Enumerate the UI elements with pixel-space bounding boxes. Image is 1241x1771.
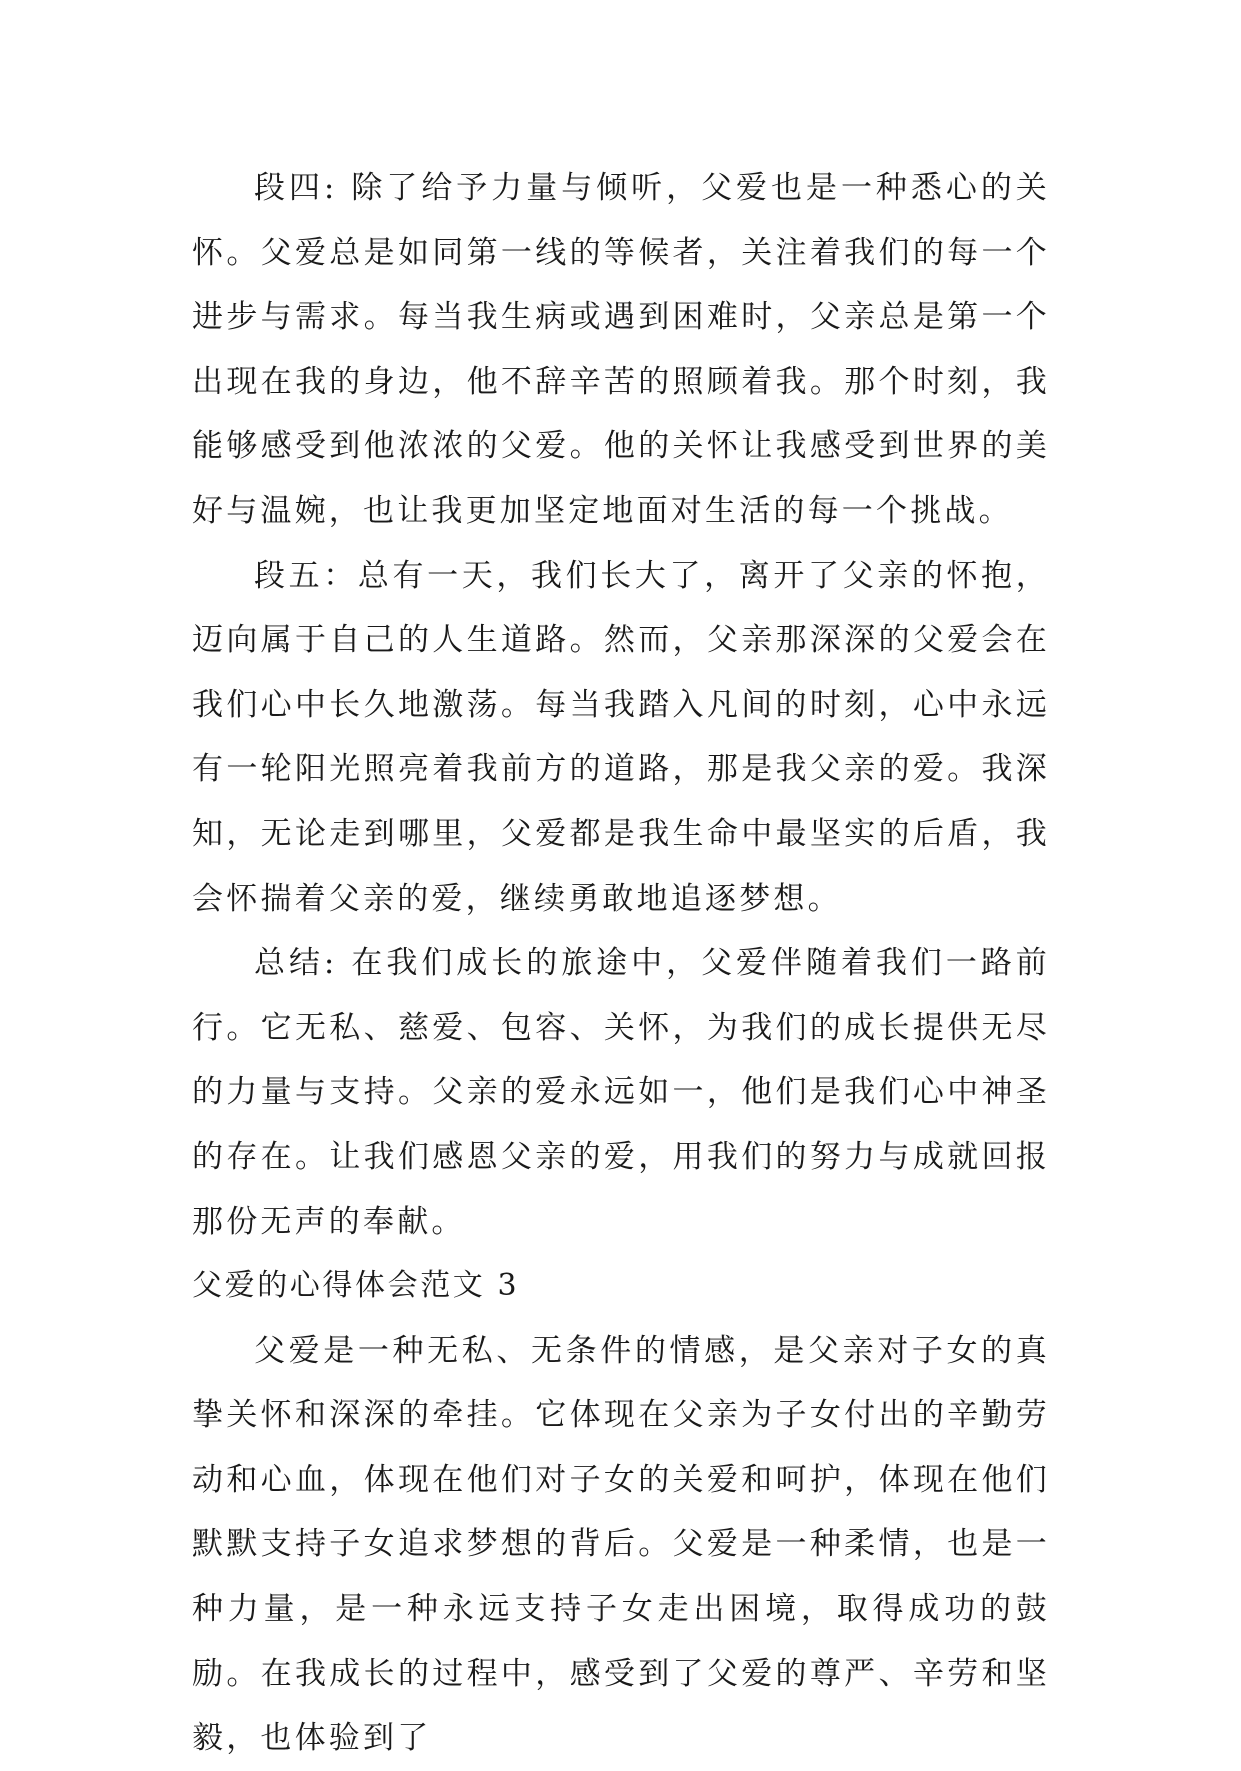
paragraph-section-five: 段五：总有一天，我们长大了，离开了父亲的怀抱，迈向属于自己的人生道路。然而，父亲那深深的父爱会在我们心中长久地激荡。每当我踏入凡间的时刻，心中永远有一轮阳光照亮着我前方的道路，那是我父亲的爱。我深知，无论走到哪里，父爱都是我生命中最坚实的后盾，我会怀揣着父亲的爱，继续勇敢地追逐梦想。 xyxy=(192,557,1050,917)
section-heading: 父爱的心得体会范文 3 xyxy=(192,1268,520,1304)
paragraph-essay-three-intro: 父爱是一种无私、无条件的情感，是父亲对子女的真挚关怀和深深的牵挂。它体现在父亲为子女付出的辛勤劳动和心血，体现在他们对子女的关爱和呵护，体现在他们默默支持子女追求梦想的背后。父爱是一种柔情，也是一种力量，是一种永远支持子女走出困境，取得成功的鼓励。在我成长的过程中，感受到了父爱的尊严、辛劳和坚毅，也体验到了 xyxy=(192,1332,1050,1757)
paragraph-section-four: 段四: 除了给予力量与倾听，父爱也是一种悉心的关怀。父爱总是如同第一线的等候者，关注着我们的每一个进步与需求。每当我生病或遇到困难时，父亲总是第一个出现在我的身边，他不辞辛苦的照顾着我。那个时刻，我能够感受到他浓浓的父爱。他的关怀让我感受到世界的美好与温婉，也让我更加坚定地面对生活的每一个挑战。 xyxy=(192,170,1050,529)
document-body xyxy=(192,156,1050,1771)
paragraph-summary: 总结: 在我们成长的旅途中，父爱伴随着我们一路前行。它无私、慈爱、包容、关怀，为我们的成长提供无尽的力量与支持。父亲的爱永远如一，他们是我们心中神圣的存在。让我们感恩父亲的爱，用我们的努力与成就回报那份无声的奉献。 xyxy=(192,945,1050,1240)
